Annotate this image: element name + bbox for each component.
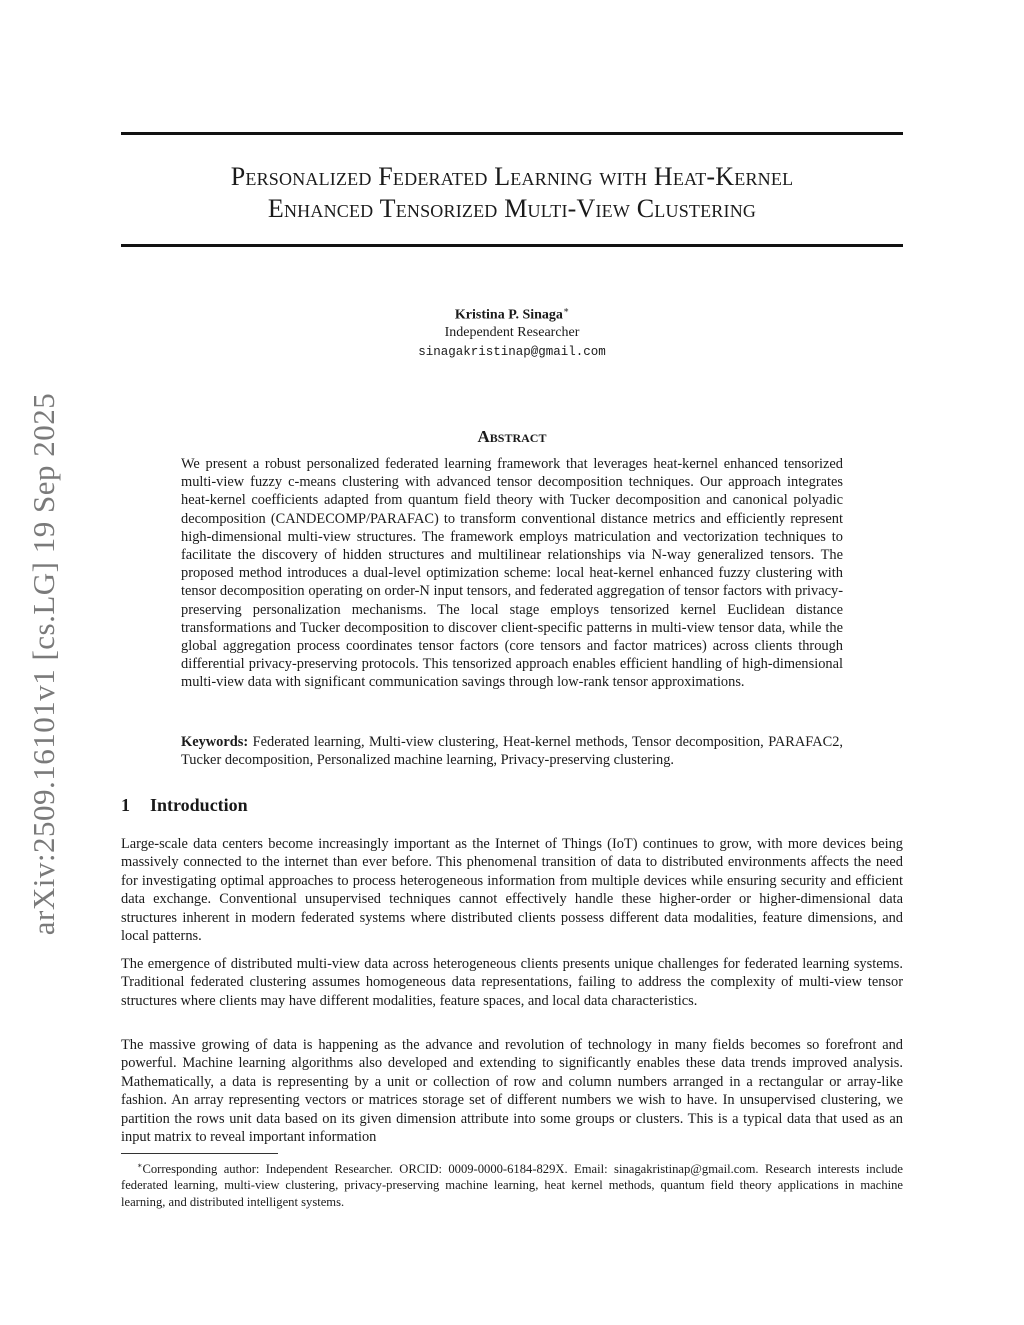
keywords-list: Federated learning, Multi-view clustering, Heat-kernel methods, Tensor decomposition, PARAFAC2, Tucker decomposition, Personalized machine learning, Privacy-preserving clustering. — [181, 734, 843, 769]
section-heading-introduction — [121, 795, 248, 816]
author-affiliation: Independent Researcher — [444, 325, 580, 340]
author-footnote-marker: ∗ — [562, 305, 570, 315]
paper-title-line-2: Enhanced Tensorized Multi-View Clustering — [267, 194, 757, 223]
paper-title — [121, 161, 903, 225]
section-title: Introduction — [150, 795, 248, 815]
arxiv-identifier-text: arXiv:2509.16101v1 [cs.LG] 19 Sep 2025 — [26, 392, 61, 936]
author-email[interactable]: sinagakristinap@gmail.com — [418, 345, 606, 359]
paper-title-line-1: Personalized Federated Learning with Heat-Kernel — [230, 162, 794, 191]
footnote-rule — [121, 1153, 278, 1154]
abstract-text: We present a robust personalized federated learning framework that leverages heat-kernel enhanced tensorized multi-view fuzzy c-means clustering with advanced tensor decomposition techniques. Our approach integrates heat-kernel coefficients adapted from quantum field theory with Tucker decomposition and canonical polyadic decomposition (CANDECOMP/PARAFAC) to transform conventional distance metrics and efficiently represent high-dimensional multi-view structures. The framework employs matriculation and vectorization techniques to facilitate the discovery of hidden structures and multilinear relationships via N-way generalized tensors. The proposed method introduces a dual-level optimization scheme: local heat-kernel enhanced fuzzy clustering with tensor decomposition operating on order-N input tensors, and federated aggregation of tensor factors with privacy-preserving personalization mechanisms. The local stage employs tensorized kernel Euclidean distance transformations and Tucker decomposition to discover client-specific patterns in multi-view tensor data, while the global aggregation process coordinates tensor factors (core tensors and factor matrices) across clients through differential privacy-preserving protocols. This tensorized approach enables efficient handling of high-dimensional multi-view data with significant communication savings through low-rank tensor approximations. — [181, 456, 843, 691]
arxiv-identifier-stamp — [0, 0, 60, 1325]
author-name — [121, 305, 903, 324]
footnote-marker: ∗ — [137, 1161, 143, 1170]
footnote-text: Corresponding author: Independent Researcher. ORCID: 0009-0000-6184-829X. Email: sinagakristinap@gmail.com. Research interests include federated learning, multi-view clustering, privacy-preserving machine learning, heat kernel methods, quantum field theory applications in machine learning, and distributed intelligent systems. — [121, 1162, 903, 1209]
title-rule-top — [121, 132, 903, 135]
intro-paragraph-2: The emergence of distributed multi-view data across heterogeneous clients presents unique challenges for federated learning systems. Traditional federated clustering assumes homogeneous data representations, failing to address the complexity of multi-view tensor structures where clients may have different modalities, feature spaces, and local data characteristics. — [121, 956, 903, 1009]
intro-paragraph-1: Large-scale data centers become increasingly important as the Internet of Things (IoT) continues to grow, with more devices being massively connected to the internet than ever before. This phenomenal transition of data to distributed environments affects the need for investigating optimal approaches to process heterogeneous information from multiple devices while ensuring security and efficient data exchange. Conventional unsupervised techniques cannot effectively handle these higher-order or higher-dimensional data structures inherent in modern federated systems where distributed clients possess different data modalities, feature dimensions, and local patterns. — [121, 836, 903, 945]
author-name-text: Kristina P. Sinaga — [454, 307, 563, 323]
keywords — [181, 733, 843, 769]
footnote — [121, 1158, 903, 1210]
title-rule-bottom — [121, 244, 903, 247]
intro-paragraph-3: The massive growing of data is happening as the advance and revolution of technology in many fields becomes so forefront and powerful. Machine learning algorithms also developed and extending to significantly enables these data trends improved analysis. Mathematically, a data is representing by a unit or collection of row and column numbers arranged in a rectangular or array-like fashion. An array representing vectors or matrices storage set of different numbers we wish to have. In unsupervised clustering, we partition the rows unit data based on its given dimension attribute into some groups or clusters. This is a typical data that used as an input matrix to reveal important information — [121, 1037, 903, 1146]
keywords-label: Keywords: — [181, 734, 249, 750]
section-number: 1 — [121, 795, 130, 815]
abstract-heading: Abstract — [477, 427, 547, 446]
